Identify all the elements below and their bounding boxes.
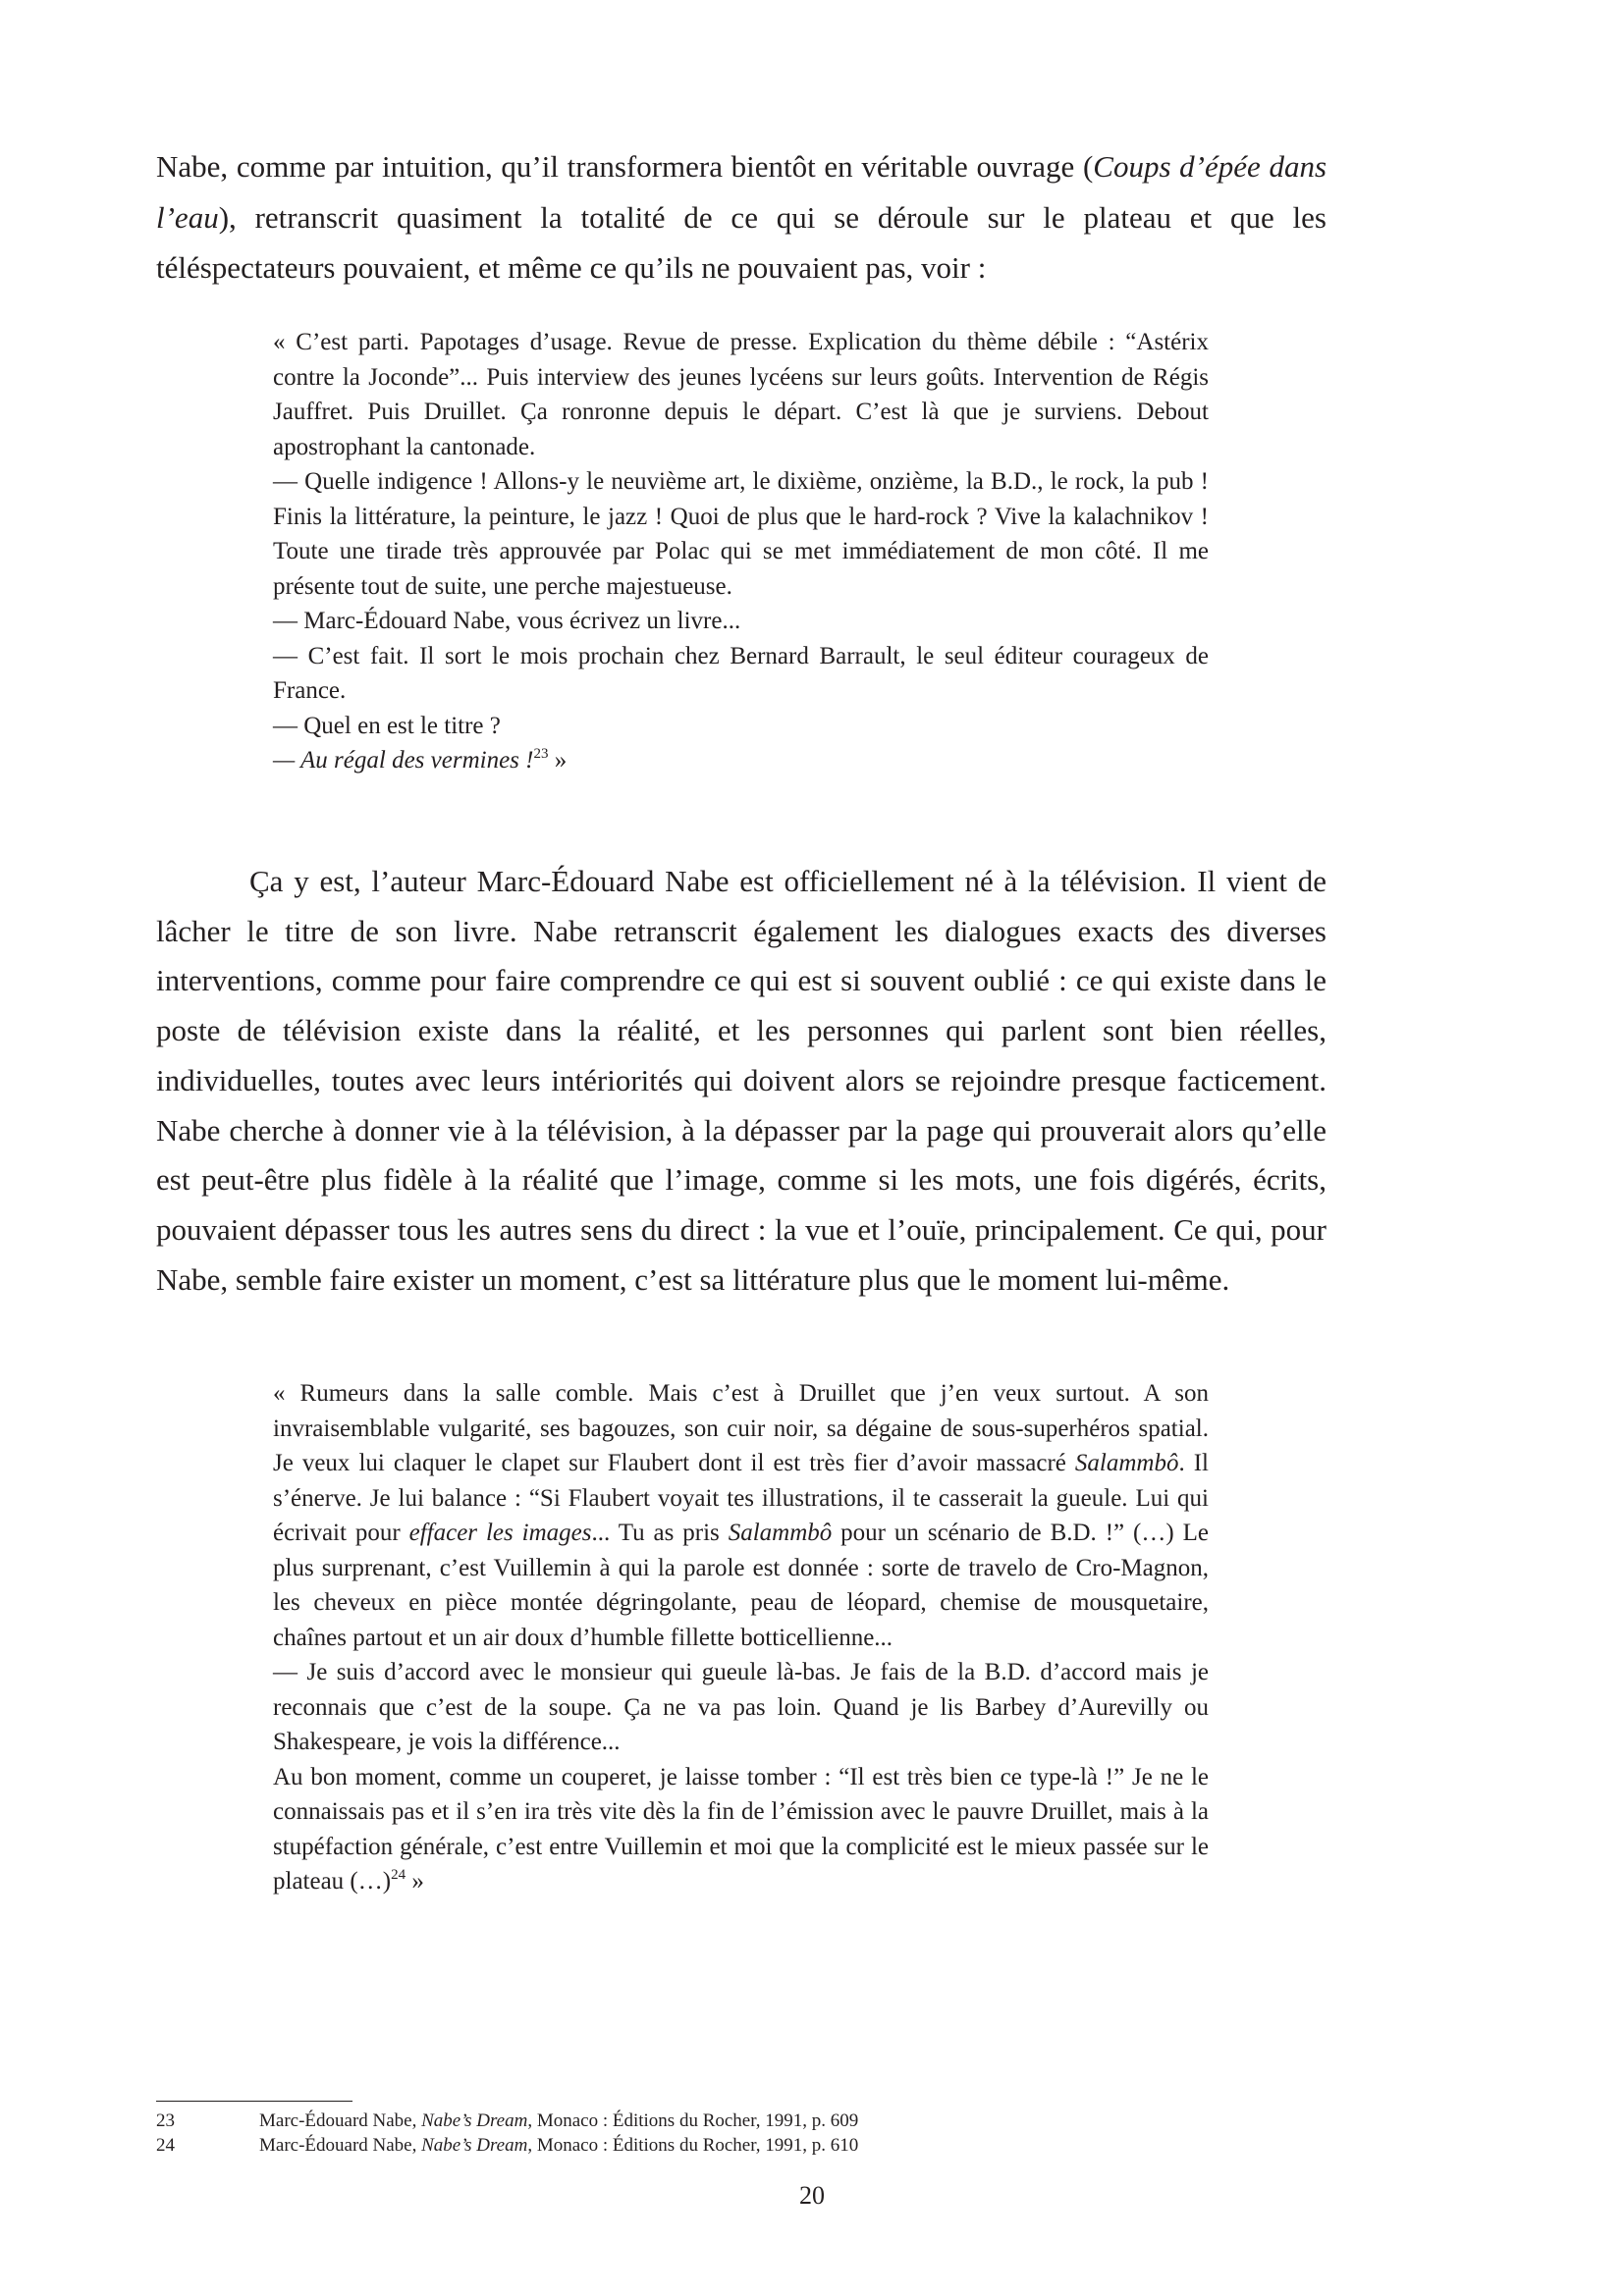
footnote-text bbox=[259, 2133, 858, 2158]
footnote-divider bbox=[156, 2101, 352, 2102]
quote-2-text: pour un scénario de B.D. !” (…) Le plus surprenant, c’est Vuillemin à qui la parole est donnée : sorte de travelo de Cro-Magnon, les cheveux en pièce montée dégringolante, peau de léopard, chemise de mousquetaire, chaînes partout et un air doux d’humble fillette botticellienne... bbox=[273, 1520, 1209, 1651]
footnote-23 bbox=[156, 2109, 1138, 2133]
quote-2-italic: Salammbô bbox=[1074, 1450, 1179, 1476]
footnote-source: , Monaco : Éditions du Rocher, 1991, p. 609 bbox=[527, 2110, 859, 2131]
quote-2-paragraph-2: — Je suis d’accord avec le monsieur qui gueule là-bas. Je fais de la B.D. d’accord mais je reconnais que c’est de la soupe. Ça ne va pas loin. Quand je lis Barbey d’Aurevilly ou Shakespeare, je vois la différence... bbox=[273, 1659, 1209, 1755]
quote-1-line: — Marc-Édouard Nabe, vous écrivez un livre... bbox=[273, 608, 741, 634]
block-quote-2 bbox=[273, 1376, 1209, 1899]
quote-2-text: . Il s’énerve. Je lui balance : “Si Flaubert voyait tes illustrations, il te casserait la gueule. Lui qui écrivait pour bbox=[273, 1450, 1209, 1546]
footnote-text bbox=[259, 2109, 858, 2133]
quote-2-text: « Rumeurs dans la salle comble. Mais c’est à Druillet que j’en veux surtout. A son invraisemblable vulgarité, ses bagouzes, son cuir noir, sa dégaine de sous-superhéros spatial. Je veux lui claquer le clapet sur Flaubert dont il est très fier d’avoir massacré bbox=[273, 1380, 1209, 1476]
footnote-author: Marc-Édouard Nabe, bbox=[259, 2135, 422, 2156]
body-paragraph: Ça y est, l’auteur Marc-Édouard Nabe est officiellement né à la télévision. Il vient de lâcher le titre de son livre. Nabe retranscrit également les dialogues exacts des diverses interventions, comme pour faire comprendre ce qui est si souvent oublié : ce qui existe dans le poste de télévision existe dans la réalité, et les personnes qui parlent sont bien réelles, individuelles, toutes avec leurs intériorités qui doivent alors se rejoindre presque facticement. Nabe cherche à donner vie à la télévision, à la dépasser par la page qui prouverait alors qu’elle est peut-être plus fidèle à la réalité que l’image, comme si les mots, une fois digérés, écrits, pouvaient dépasser tous les autres sens du direct : la vue et l’ouïe, principalement. Ce qui, pour Nabe, semble faire exister un moment, c’est sa littérature plus que le moment lui-même. bbox=[156, 864, 1326, 1297]
footnote-number: 23 bbox=[156, 2110, 175, 2131]
quote-1-line: — C’est fait. Il sort le mois prochain chez Bernard Barrault, le seul éditeur courageux de France. bbox=[273, 642, 1209, 704]
quote-1-last-line bbox=[273, 743, 1209, 778]
quote-1-line: — Quelle indigence ! Allons-y le neuvième art, le dixième, onzième, la B.D., le rock, la pub ! Finis la littérature, la peinture, le jazz ! Quoi de plus que le hard-rock ? Vive la kalachnikov ! Toute une tirade très approuvée par Polac qui se met immédiatement de mon côté. Il me présente tout de suite, une perche majestueuse. bbox=[273, 468, 1209, 600]
quote-2-paragraph-1 bbox=[273, 1376, 1209, 1655]
intro-paragraph bbox=[156, 141, 1326, 294]
quote-2-italic: effacer les images bbox=[408, 1520, 592, 1546]
footnote-title: Nabe’s Dream bbox=[421, 2110, 528, 2131]
footnote-author: Marc-Édouard Nabe, bbox=[259, 2110, 422, 2131]
footnote-source: , Monaco : Éditions du Rocher, 1991, p. 610 bbox=[527, 2135, 859, 2156]
quote-1-line: « C’est parti. Papotages d’usage. Revue de presse. Explication du thème débile : “Astérix contre la Joconde”... Puis interview des jeunes lycéens sur leurs goûts. Intervention de Régis Jauffret. Puis Druillet. Ça ronronne depuis le départ. C’est là que je surviens. Debout apostrophant la cantonade. bbox=[273, 329, 1209, 460]
footnote-number: 24 bbox=[156, 2135, 175, 2156]
intro-text-2: ), retranscrit quasiment la totalité de ce qui se déroule sur le plateau et que les téléspectateurs pouvaient, et même ce qu’ils ne pouvaient pas, voir : bbox=[156, 199, 1326, 285]
footnote-title: Nabe’s Dream bbox=[421, 2135, 528, 2156]
footnote-ref-23[interactable]: 23 bbox=[533, 746, 549, 762]
block-quote-1 bbox=[273, 325, 1209, 778]
quote-1-line: — Quel en est le titre ? bbox=[273, 712, 501, 739]
quote-1-closing: » bbox=[548, 747, 568, 774]
footnotes bbox=[156, 2109, 1138, 2158]
quote-2-text: Au bon moment, comme un couperet, je laisse tomber : “Il est très bien ce type-là !” Je ne le connaissais pas et il s’en ira très vite dès la fin de l’émission avec le pauvre Druillet, mais à la stupéfaction générale, c’est entre Vuillemin et moi que la complicité est le mieux passée sur le plateau (…) bbox=[273, 1763, 1209, 1895]
quote-2-paragraph-3 bbox=[273, 1760, 1209, 1899]
footnote-24 bbox=[156, 2133, 1138, 2158]
quote-2-text: ... Tu as pris bbox=[591, 1520, 729, 1546]
intro-title-italic: Coups d’épée dans l’eau bbox=[156, 149, 1327, 235]
quote-2-italic: Salammbô bbox=[728, 1520, 833, 1546]
quote-1-italic-title: — Au régal des vermines ! bbox=[273, 747, 534, 774]
intro-text-1: Nabe, comme par intuition, qu’il transformera bientôt en véritable ouvrage ( bbox=[156, 149, 1094, 184]
quote-2-closing: » bbox=[406, 1868, 424, 1895]
page-number: 20 bbox=[799, 2181, 825, 2210]
footnote-ref-24[interactable]: 24 bbox=[391, 1867, 406, 1883]
